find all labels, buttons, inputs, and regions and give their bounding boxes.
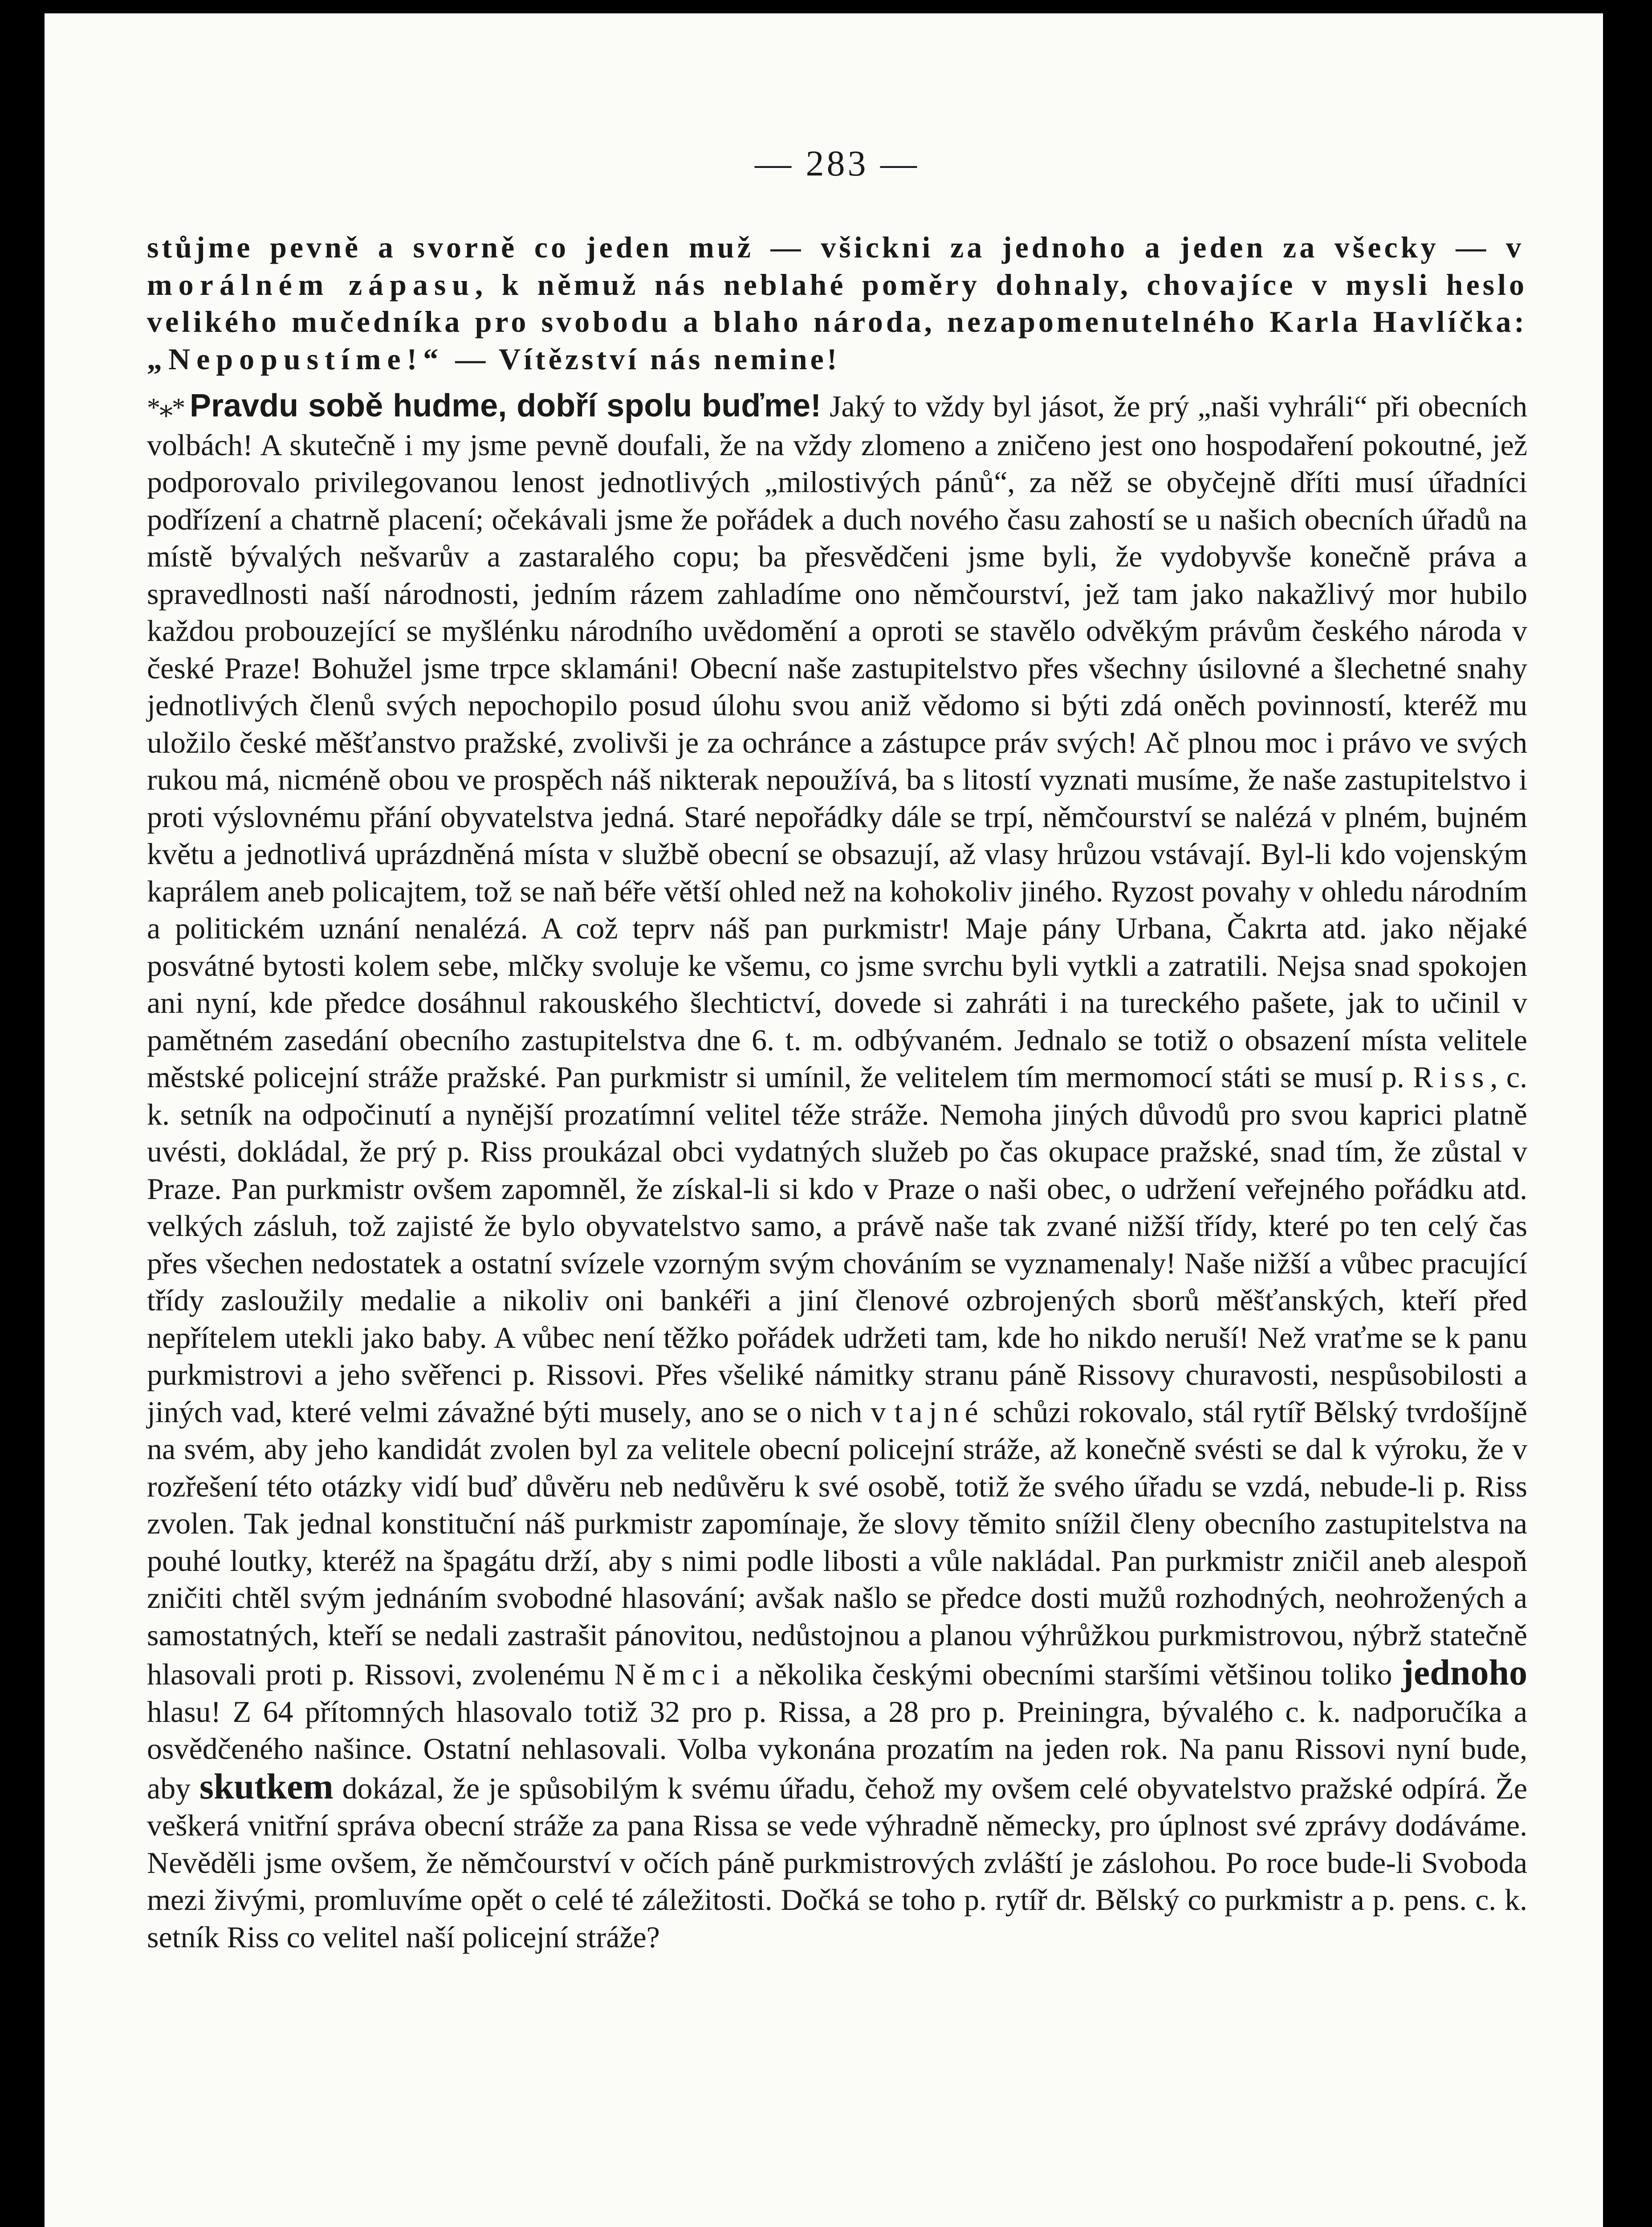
p2-text-4: a několika českými obecními staršími většinou toliko: [726, 1657, 1402, 1691]
p1-text-c: — Vítězství nás nemine!: [444, 342, 840, 376]
paragraph-article: [147, 387, 1527, 1956]
asterism-mark: *⁎*: [147, 393, 184, 422]
p2-tajne-spaced: tajné: [894, 1395, 985, 1429]
article-headline: Pravdu sobě hudme, dobří spolu buďme!: [190, 388, 822, 424]
document-page: [45, 13, 1603, 2227]
paragraph-closing-appeal: [147, 229, 1527, 378]
p2-nemci-spaced: Němci: [614, 1657, 726, 1691]
page-content: [147, 143, 1527, 1956]
p2-skutkem-bold: skutkem: [199, 1766, 334, 1807]
p1-spaced-phrase: v morálném zápasu: [147, 230, 1527, 302]
p2-text-1: Jaký to vždy byl jásot, že prý „naši vyhráli“ při obecních volbách! A skutečně i my jsme pevně doufali, že na vždy zlomeno a zničeno jest ono hospodaření pokoutné, jež podporovalo privilegovanou lenost jednotlivých „milostivých pánů“, za něž se obyčejně dříti musí úřadníci podřízení a chatrně placení; očekávali jsme že pořádek a duch nového času zahostí se u našich obecních úřadů na místě bývalých nešvarův a zastaralého copu; ba přesvědčeni jsme byli, že vydobyvše konečně práva a spravedlnosti naší národnosti, jedním rázem zahladíme ono němčourství, jež tam jako nakažlivý mor hubilo každou probouzející se myšlénku národního uvědomění a oproti se stavělo odvěkým právům českého národa v české Praze! Bohužel jsme trpce sklamáni! Obecní naše zastupitelstvo přes všechny úsilovné a šlechetné snahy jednotlivých členů svých nepochopilo posud úlohu svou aniž vědomo si býti zdá oněch povinností, kteréž mu uložilo české měšťanstvo pražské, zvolivši je za ochránce a zástupce práv svých! Ač plnou moc i právo ve svých rukou má, nicméně obou ve prospěch náš nikterak nepoužívá, ba s litostí vyznati musíme, že naše zastupitelstvo i proti výslovnému přání obyvatelstva jedná. Staré nepořádky dále se trpí, němčourství se nalézá v plném, bujném květu a jednotlivá uprázdněná místa v službě obecní se obsazují, až vlasy hrůzou vstávají. Byl-li kdo vojenským kaprálem aneb policajtem, tož se naň béře větší ohled než na kohokoliv jiného. Ryzost povahy v ohledu národním a politickém uznání nenalézá. A což teprv náš pan purkmistr! Maje pány Urbana, Čakrta atd. jako nějaké posvátné bytosti kolem sebe, mlčky svoluje ke všemu, co jsme svrchu byli vytkli a zatratili. Nejsa snad spokojen ani nyní, kde předce dosáhnul rakouského šlechtictví, dovede si zahráti i na tureckého pašete, jak to učinil v pamětném zasedání obecního zastupitelstva dne 6. t. m. odbývaném. Jednalo se totiž o obsazení místa velitele městské policejní stráže pražské. Pan purkmistr si umínil, že velitelem tím mermomocí státi se musí p.: [147, 389, 1527, 1094]
p2-text-5: hlasu! Z 64 přítomných hlasovalo totiž 32 pro p. Rissa, a 28 pro p. Preiningra, bývalého c. k. nadporučíka a osvědčeného našince. Ostatní nehlasovali. Volba vykonána prozatím na jeden rok. Na panu Rissovi nyní bude, aby: [147, 1694, 1527, 1805]
p2-text-6: dokázal, že je spůsobilým k svému úřadu, čehož my ovšem celé obyvatelstvo pražské odpírá. Že veškerá vnitřní správa obecní stráže za pana Rissa se vede výhradně německy, pro úplnost své zprávy dodáváme. Nevěděli jsme ovšem, že němčourství v očích páně purkmistrových zvláští je záslohou. Po roce bude-li Svoboda mezi živými, promluvíme opět o celé té záležitosti. Dočká se toho p. rytíř dr. Bělský co purkmistr a p. pens. c. k. setník Riss co velitel naší policejní stráže?: [147, 1771, 1527, 1954]
page-number: — 283 —: [755, 143, 920, 184]
p1-text-b: , k němuž nás neblahé poměry dohnaly, chovajíce v mysli heslo velikého mučedníka pro svobodu a blaho národa, nezapomenutelného Karla Havlíčka:: [147, 267, 1527, 339]
p2-text-2: , c. k. setník na odpočinutí a nynější prozatímní velitel téže stráže. Nemoha jiných důvodů pro svou kaprici platně uvésti, dokládal, že prý p. Riss proukázal obci vydatných služeb po čas okupace pražské, snad tím, že zůstal v Praze. Pan purkmistr ovšem zapomněl, že získal-li si kdo v Praze o naši obec, o udržení veřejného pořádku atd. velkých zásluh, tož zajisté že bylo obyvatelstvo samo, a právě naše tak zvané nižší třídy, které po ten celý čas přes všechen nedostatek a ostatní svízele vzorným svým chováním se vyznamenaly! Naše nižší a vůbec pracující třídy zasloužily medalie a nikoliv oni bankéři a jiní členové ozbrojených sborů měšťanských, kteří před nepřítelem utekli jako baby. A vůbec není těžko pořádek udržeti tam, kde ho nikdo neruší! Než vraťme se k panu purkmistrovi a jeho svěřenci p. Rissovi. Přes všeliké námitky stranu páně Rissovy churavosti, nespůsobilosti a jiných vad, které velmi závažné býti musely, ano se o nich v: [147, 1060, 1527, 1429]
p2-riss-spaced: Riss: [1413, 1060, 1490, 1094]
p2-text-3: schůzi rokovalo, stál rytíř Bělský tvrdošíjně na svém, aby jeho kandidát zvolen byl za velitele obecní policejní stráže, až konečně svésti se dal k výroku, že v rozřešení této otázky vidí buď důvěru neb nedůvěru k své osobě, totiž že svého úřadu se vzdá, nebude-li p. Riss zvolen. Tak jednal konstituční náš purkmistr zapomínaje, že slovy těmito snížil členy obecního zastupitelstva na pouhé loutky, kteréž na špagátu drží, aby s nimi podle libosti a vůle nakládal. Pan purkmistr zničil aneb alespoň zničiti chtěl svým jednáním svobodné hlasování; avšak našlo se předce dosti mužů rozhodných, neohrožených a samostatných, kteří se nedali zastrašit pánovitou, nedůstojnou a planou výhrůžkou purkmistrovou, nýbrž statečně hlasovali proti p. Rissovi, zvolenému: [147, 1395, 1527, 1691]
p1-text-a: stůjme pevně a svorně co jeden muž — všickni za jednoho a jeden za všecky —: [147, 230, 1506, 264]
p1-quote: „Nepopustíme!“: [147, 342, 445, 376]
p2-jednoho-bold: jednoho: [1401, 1652, 1527, 1693]
